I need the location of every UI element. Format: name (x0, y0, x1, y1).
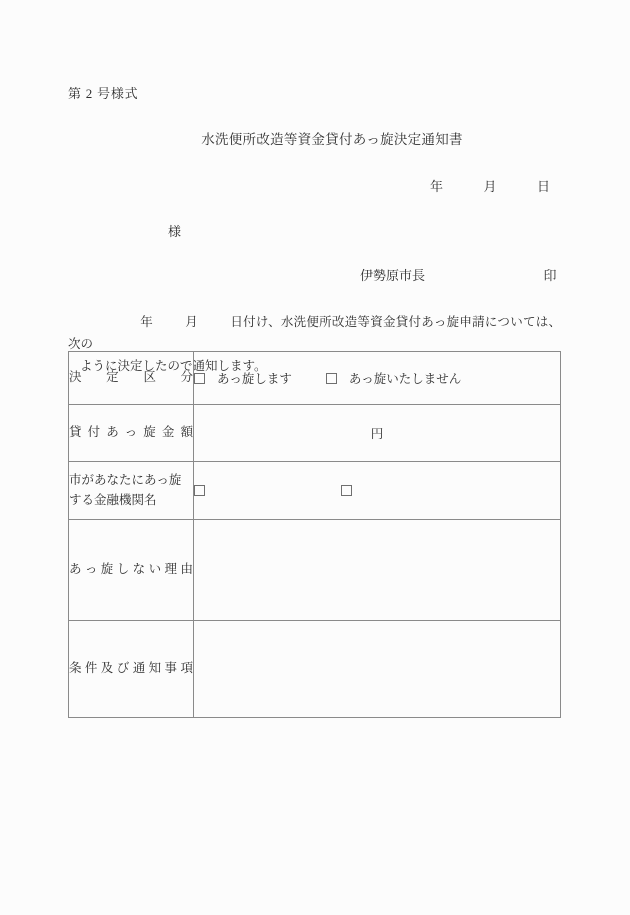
form-number: 第 2 号様式 (68, 86, 139, 101)
option-arrange-yes[interactable] (194, 369, 292, 387)
body-month-label: 月 (185, 315, 199, 329)
value-terms-and-notices[interactable] (194, 621, 561, 718)
value-denial-reason[interactable] (194, 520, 561, 621)
label-loan-amount-text: 貸付あっ旋金額 (69, 425, 193, 440)
label-terms-and-notices (69, 621, 194, 718)
label-denial-reason (69, 520, 194, 621)
table-row-terms-and-notices (69, 621, 561, 718)
value-loan-amount[interactable] (194, 405, 561, 462)
label-terms-and-notices-text: 条件及び通知事項 (69, 661, 193, 676)
checkbox-bank-option-2[interactable] (341, 485, 352, 496)
checkbox-arrange-yes[interactable] (194, 373, 205, 384)
label-financial-institution-line2: する金融機関名 (69, 492, 157, 507)
option-arrange-no[interactable] (326, 369, 461, 387)
label-decision-category (69, 352, 194, 405)
label-denial-reason-text: あっ旋しない理由 (69, 562, 193, 577)
value-decision-category (194, 352, 561, 405)
decision-table (68, 351, 561, 718)
issuer-line (360, 265, 557, 284)
addressee-line (168, 221, 181, 240)
decision-options (194, 369, 560, 387)
label-financial-institution (69, 462, 194, 520)
label-loan-amount (69, 405, 194, 462)
body-line1-tail: 日付け、水洗便所改造等資金貸付あっ旋申請については、次の (68, 315, 561, 351)
label-decision-category-text: 決定区分 (69, 370, 193, 385)
table-row-denial-reason (69, 520, 561, 621)
option-arrange-yes-label: あっ旋します (217, 372, 292, 386)
body-line2: ように決定したので通知します。 (80, 358, 267, 373)
issuer-name: 伊勢原市長 (360, 268, 426, 283)
checkbox-bank-option-1[interactable] (194, 485, 205, 496)
table-row-financial-institution (69, 462, 561, 520)
loan-amount-unit: 円 (370, 427, 384, 441)
date-day-label: 日 (537, 179, 551, 194)
table-row-loan-amount (69, 405, 561, 462)
value-financial-institution (194, 462, 561, 520)
checkbox-arrange-no[interactable] (326, 373, 337, 384)
issue-date-line (430, 176, 550, 195)
body-year-label: 年 (140, 315, 154, 329)
document-title: 水洗便所改造等資金貸付あっ旋決定通知書 (201, 132, 463, 147)
label-financial-institution-line1: 市があなたにあっ旋 (69, 473, 182, 488)
table-row-decision-category (69, 352, 561, 405)
date-year-label: 年 (430, 179, 444, 194)
date-month-label: 月 (483, 179, 497, 194)
addressee-honorific: 様 (168, 224, 182, 239)
option-arrange-no-label: あっ旋いたしません (348, 372, 462, 386)
financial-institution-checkboxes (194, 485, 560, 496)
seal-label: 印 (543, 268, 557, 283)
